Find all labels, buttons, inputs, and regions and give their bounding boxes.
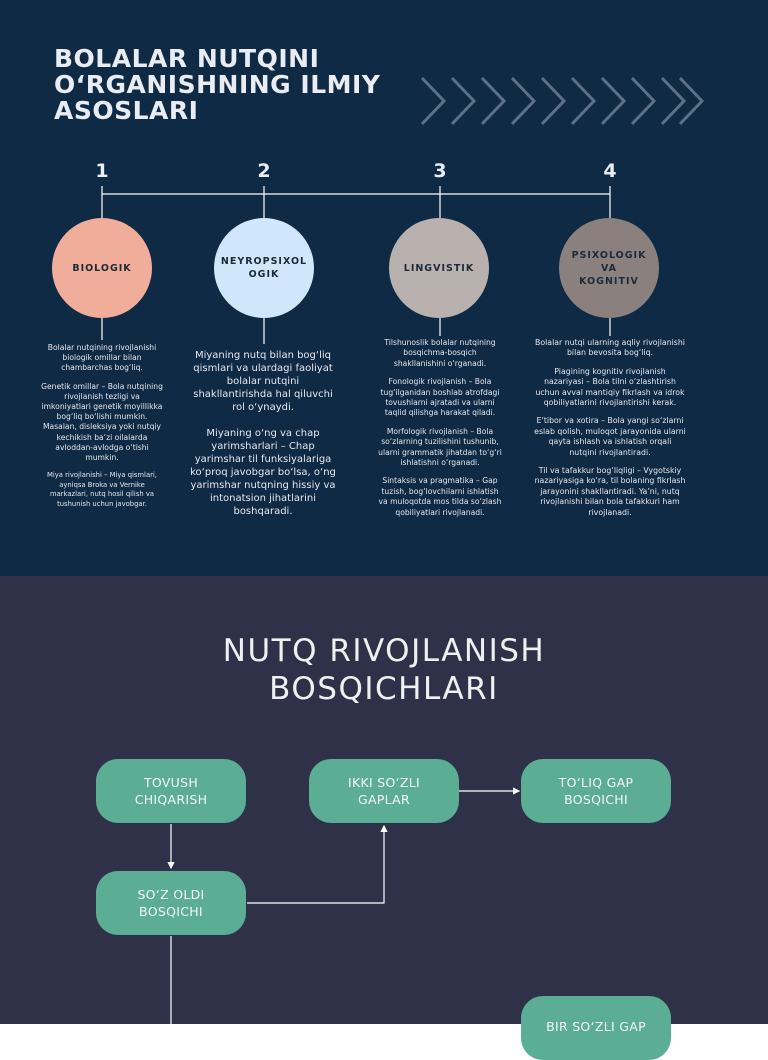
step-label: CHIQARISH	[134, 792, 208, 807]
description-paragraph: Bolalar nutqi ularning aqliy rivojlanishi bilan bevosita bog‘liq.	[535, 338, 685, 358]
description-paragraph: Miyaning nutq bilan bog‘liq qismlari va ulardagi faoliyat bolalar nutqini shakllantirishda hal qiluvchi rol o‘ynaydi.	[193, 350, 333, 413]
description-paragraph: Tilshunoslik bolalar nutqining bosqichma-bosqich shakllanishini o‘rganadi.	[384, 338, 496, 368]
description-paragraph: Piagining kognitiv rivojlanish nazariyasi – Bola tilni o‘zlashtirish uchun avval mantiqiy fikrlash va idrok qobiliyatlarini rivojlantirishi kerak.	[535, 366, 685, 408]
column-number: 4	[603, 160, 617, 182]
circle-label: BIOLOGIK	[72, 262, 132, 274]
step-label: SO‘Z OLDI	[137, 887, 205, 902]
step-label: BOSQICHI	[139, 904, 203, 919]
step-label: BIR SO‘ZLI GAP	[546, 1019, 646, 1034]
step-toliq-gap-bosqichi	[521, 759, 671, 823]
column-number: 1	[95, 160, 109, 182]
step-label: IKKI SO‘ZLI	[347, 775, 420, 790]
description-paragraph: Miya rivojlanishi – Miya qismlari, ayniqsa Broka va Vernike markazlari, nutq hosil qilish va tushunish uchun javobgar.	[47, 471, 157, 508]
step-ikki-sozli-gaplar	[309, 759, 459, 823]
main-title-line: BOLALAR NUTQINI	[54, 44, 320, 73]
step-tovush-chiqarish	[96, 759, 246, 823]
step-soz-oldi-bosqichi	[96, 871, 246, 935]
section-title-line: NUTQ RIVOJLANISH	[222, 633, 546, 669]
description-paragraph: Fonologik rivojlanish – Bola tug‘ilganidan boshlab atrofdagi tovushlarni ajratadi va ularni taqlid qilishga harakat qiladi.	[380, 377, 500, 418]
description-paragraph: Genetik omillar – Bola nutqining rivojlanish tezligi va imkoniyatlari genetik moyillikka bog‘liq bo‘lishi mumkin. Masalan, disleksiya yoki nutqiy kechikish ba’zi oilalarda avloddan-avlodga o‘tishi mumkin.	[41, 381, 163, 463]
description-paragraph: Miyaning o‘ng va chap yarimsharlari – Chap yarimshar til funksiyalariga ko‘proq javobgar bo‘lsa, o‘ng yarimshar nutqning hissiy va intonatsion jihatlarini boshqaradi.	[190, 428, 336, 517]
column-number: 2	[257, 160, 271, 182]
step-label: TO‘LIQ GAP	[558, 775, 634, 790]
step-label: GAPLAR	[357, 792, 411, 807]
circle-label: NEYROPSIXOLOGIK	[220, 256, 308, 280]
description-paragraph: Bolalar nutqining rivojlanishi biologik omillar bilan chambarchas bog‘liq.	[47, 343, 157, 373]
circle-label: LINGVISTIK	[403, 262, 475, 274]
description-paragraph: Morfologik rivojlanish – Bola so‘zlarning tuzilishini tushunib, ularni grammatik jihatdan to‘g‘ri ishlatishni o‘rganadi.	[378, 426, 502, 468]
description-paragraph: E’tibor va xotira – Bola yangi so‘zlarni eslab qolish, muloqot jarayonida ularni qayta ishlash va ishlatish orqali nutqini rivojlantiradi.	[534, 416, 686, 457]
description-paragraph: Sintaksis va pragmatika – Gap tuzish, bog‘lovchilarni ishlatish va muloqotda mos tilda so‘zlash qobiliyatlari rivojlanadi.	[378, 476, 502, 517]
column-number: 3	[433, 160, 447, 182]
section-title-line: BOSQICHLARI	[269, 671, 499, 707]
main-title-line: O‘RGANISHNING ILMIY	[54, 70, 381, 99]
main-title-line: ASOSLARI	[54, 96, 199, 125]
step-label: BOSQICHI	[564, 792, 628, 807]
step-bir-sozli-gap	[521, 996, 671, 1060]
circle-label: PSIXOLOGIK VA KOGNITIV	[571, 249, 647, 287]
step-label: TOVUSH	[143, 775, 199, 790]
description-paragraph: Til va tafakkur bog‘liqligi – Vygotskiy nazariyasiga ko‘ra, til bolaning fikrlash jarayonini shakllantiradi. Ya’ni, nutq rivojlanishi bilan bola tafakkuri ham rivojlanadi.	[534, 466, 686, 517]
